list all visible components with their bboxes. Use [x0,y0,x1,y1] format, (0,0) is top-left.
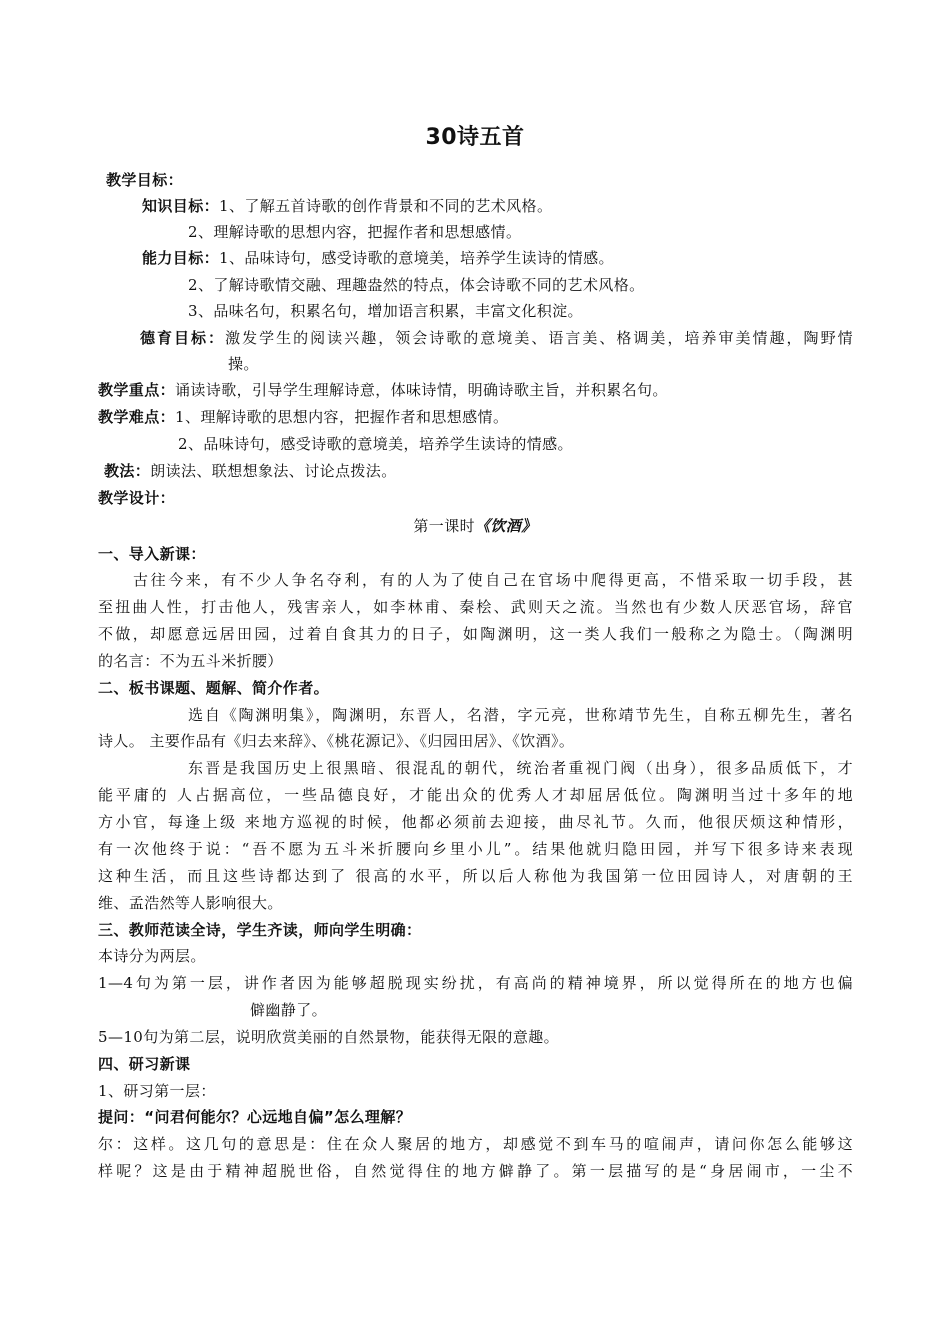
section-4-answer-line: 尔：这样。这几句的意思是：住在众人聚居的地方，却感觉不到车马的喧闹声，请问你怎么能够这 [98,1135,853,1153]
difficulties-item-2: 2、品味诗句，感受诗歌的意境美，培养学生读诗的情感。 [178,435,573,453]
section-3-layer-1: 1—4句为第一层，讲作者因为能够超脱现实纷扰，有高尚的精神境界，所以觉得所在的地方也偏 [98,974,853,992]
moral-goal-text: 激发学生的阅读兴趣，领会诗歌的意境美、语言美、格调美，培养审美情趣，陶野情 [225,329,853,347]
page-title: 30诗五首 [425,125,525,150]
ability-goal-label: 能力目标： [142,249,220,267]
methods [104,461,397,481]
design-heading: 教学设计： [98,489,176,507]
section-2-para-2-line: 这种生活，而且这些诗都达到了 很高的水平，所以后人称他为我国第一位田园诗人，对唐朝的王 [98,867,853,885]
section-2-heading: 二、板书课题、题解、简介作者。 [98,679,330,697]
difficulties-item-1: 1、理解诗歌的思想内容，把握作者和思想感情。 [175,408,509,426]
key-points-text: 诵读诗歌，引导学生理解诗意，体味诗情，明确诗歌主旨，并积累名句。 [175,381,668,399]
ability-goal-item-1: 1、品味诗句，感受诗歌的意境美，培养学生读诗的情感。 [219,249,614,267]
section-2-para-2-line: 方小官，每逢上级 来地方巡视的时候，他都必须前去迎接，曲尽礼节。久而，他很厌烦这种情形， [98,813,853,831]
section-2-para-2-line: 能平庸的 人占据高位，一些品德良好，才能出众的优秀人才却屈居低位。陶渊明当过十多年的地 [98,786,853,804]
section-3-intro: 本诗分为两层。 [98,947,206,965]
section-4-question: 提问：“问君何能尔？心远地自偏”怎么理解？ [98,1108,412,1126]
section-3-layer-1-cont: 僻幽静了。 [250,1001,328,1019]
difficulties [98,407,508,427]
knowledge-goal-label: 知识目标： [142,197,220,215]
moral-goal-label: 德育目标： [140,329,226,347]
section-4-answer-line: 样呢？这是由于精神超脱世俗，自然觉得住的地方僻静了。第一层描写的是“身居闹市，一尘不 [98,1162,853,1180]
section-4-heading: 四、研习新课 [98,1055,191,1073]
section-2-para-1-line: 选自《陶渊明集》，陶渊明，东晋人，名潜，字元亮，世称靖节先生，自称五柳先生，著名 [188,706,853,724]
section-1-heading: 一、导入新课： [98,545,206,563]
knowledge-goal-1 [142,196,552,216]
ability-goal-item-2: 2、了解诗歌情交融、理趣盎然的特点，体会诗歌不同的艺术风格。 [188,276,645,294]
section-2-para-2-line: 维、孟浩然等人影响很大。 [98,894,283,912]
moral-goal-line-2: 操。 [228,355,259,373]
section-1-line: 不做，却愿意远居田园，过着自食其力的日子，如陶渊明，这一类人我们一般称之为隐士。（陶渊明 [98,625,853,643]
ability-goal-1 [142,248,614,268]
lesson-heading [0,516,950,536]
lesson-period: 第一课时 [413,517,475,535]
section-2-para-1-line: 诗人。 主要作品有《归去来辞》、《桃花源记》、《归园田居》、《饮酒》。 [98,732,575,750]
section-3-heading: 三、教师范读全诗，学生齐读，师向学生明确： [98,921,422,939]
section-1-line: 至扭曲人性，打击他人，残害亲人，如李林甫、秦桧、武则天之流。当然也有少数人厌恶官场，辞官 [98,598,853,616]
section-4-sub-1: 1、研习第一层： [98,1082,216,1100]
methods-label: 教法： [104,462,151,480]
ability-goal-item-3: 3、品味名句，积累名句，增加语言积累，丰富文化积淀。 [188,302,583,320]
section-2-para-2-line: 有一次他终于说：“吾不愿为五斗米折腰向乡里小儿”。结果他就归隐田园，并写下很多诗来表现 [98,840,853,858]
goals-heading: 教学目标： [106,171,184,189]
key-points [98,380,668,400]
section-1-line: 的名言：不为五斗米折腰） [98,652,283,670]
difficulties-label: 教学难点： [98,408,176,426]
section-2-para-2-line: 东晋是我国历史上很黑暗、很混乱的朝代，统治者重视门阀（出身），很多品质低下，才 [188,759,853,777]
key-points-label: 教学重点： [98,381,176,399]
moral-goal-line-1 [140,328,853,348]
section-1-line: 古往今来，有不少人争名夺利，有的人为了使自己在官场中爬得更高，不惜采取一切手段，甚 [133,571,853,589]
knowledge-goal-item-1: 1、了解五首诗歌的创作背景和不同的艺术风格。 [219,197,553,215]
lesson-poem-title: 《饮酒》 [475,517,537,535]
knowledge-goal-item-2: 2、理解诗歌的思想内容，把握作者和思想感情。 [188,223,522,241]
section-3-layer-2: 5—10句为第二层，说明欣赏美丽的自然景物，能获得无限的意趣。 [98,1028,560,1046]
methods-text: 朗读法、联想想象法、讨论点拨法。 [150,462,397,480]
